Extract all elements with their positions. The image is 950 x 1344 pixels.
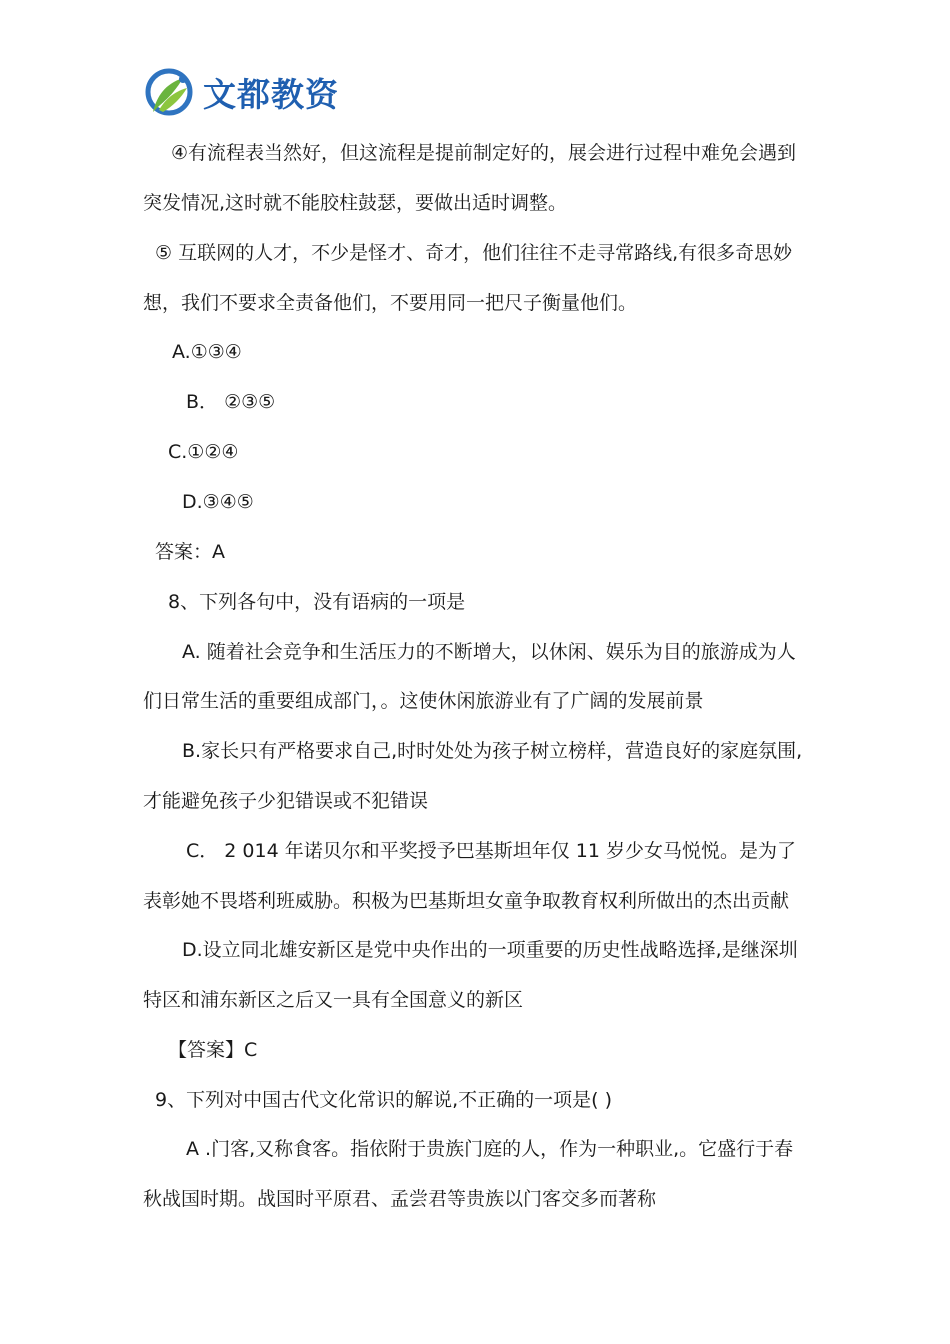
text-line: 突发情况,这时就不能胶柱鼓瑟，要做出适时调整。 (143, 192, 568, 214)
answer-line: 【答案】C (168, 1039, 258, 1061)
question-8: 8、下列各句中，没有语病的一项是 (168, 591, 466, 613)
brand-logo (143, 66, 339, 118)
option-b: B． ②③⑤ (186, 391, 276, 413)
text-line: A .门客,又称食客。指依附于贵族门庭的人，作为一种职业,。它盛行于春 (186, 1138, 794, 1160)
text-line: B.家长只有严格要求自己,时时处处为孩子树立榜样，营造良好的家庭氛围, (182, 740, 803, 762)
text-line: A. 随着社会竞争和生活压力的不断增大，以休闲、娱乐为目的旅游成为人 (182, 641, 796, 663)
text-line: 秋战国时期。战国时平原君、孟尝君等贵族以门客交多而著称 (143, 1188, 657, 1210)
text-line: 想，我们不要求全责备他们，不要用同一把尺子衡量他们。 (143, 292, 638, 314)
text-line: 才能避免孩子少犯错误或不犯错误 (143, 790, 429, 812)
text-line: D.设立同北雄安新区是党中央作出的一项重要的历史性战略选择,是继深圳 (182, 939, 798, 961)
option-d: D.③④⑤ (182, 491, 254, 513)
option-a: A.①③④ (172, 341, 242, 363)
brand-name: 文都教资 (203, 74, 339, 114)
text-line: ⑤ 互联网的人才，不少是怪才、奇才，他们往往不走寻常路线,有很多奇思妙 (155, 242, 793, 264)
text-line: 们日常生活的重要组成部门，。这使休闲旅游业有了广阔的发展前景 (143, 690, 704, 712)
answer-line: 答案：A (155, 541, 225, 563)
leaf-logo-icon (143, 66, 195, 118)
text-line: 特区和浦东新区之后又一具有全国意义的新区 (143, 989, 524, 1011)
question-9: 9、下列对中国古代文化常识的解说,不正确的一项是( ) (155, 1089, 612, 1111)
text-line: C． 2 014 年诺贝尔和平奖授予巴基斯坦年仅 11 岁少女马悦悦。是为了 (186, 840, 796, 862)
option-c: C.①②④ (168, 441, 239, 463)
text-line: 表彰她不畏塔利班威胁。积极为巴基斯坦女童争取教育权利所做出的杰出贡献 (143, 890, 790, 912)
text-line: ④有流程表当然好，但这流程是提前制定好的，展会进行过程中难免会遇到 (171, 142, 797, 164)
